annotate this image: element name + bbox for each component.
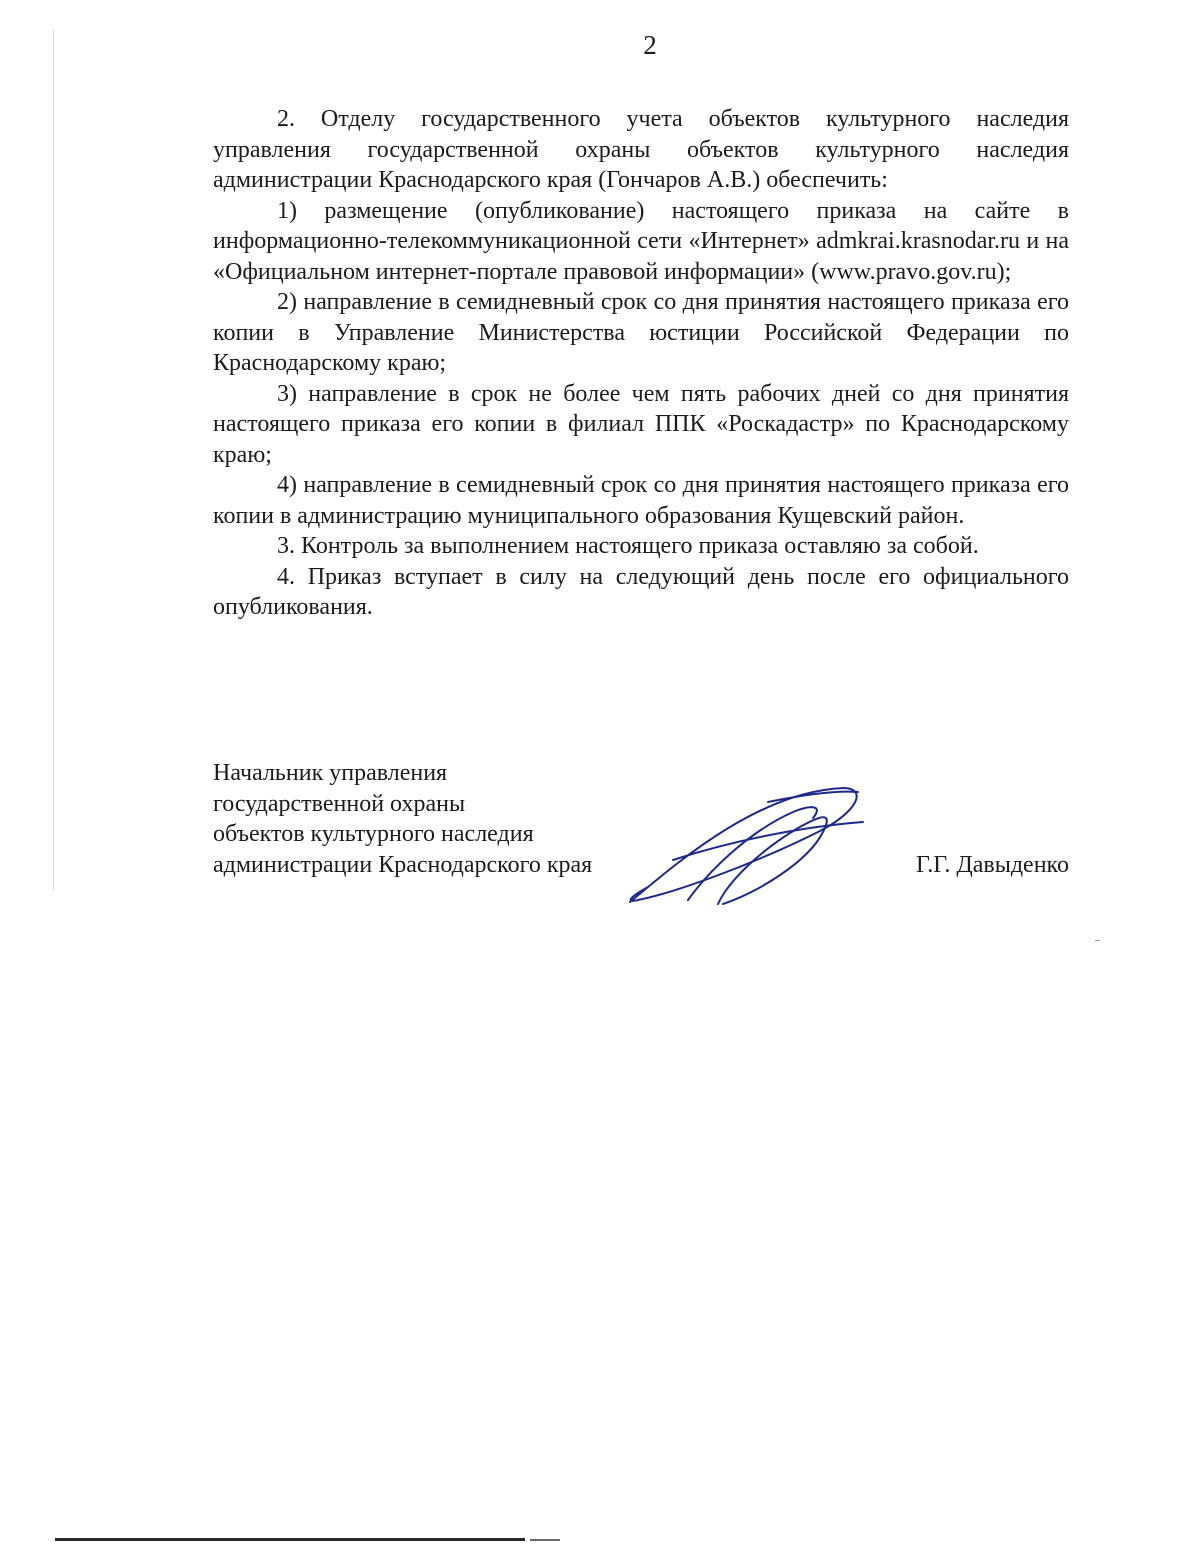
scan-edge-bottom <box>55 1538 525 1541</box>
paragraph-item-3: 3. Контроль за выполнением настоящего приказа оставляю за собой. <box>277 533 979 559</box>
paragraph-item-2: 2. Отделу государственного учета объектов культурного наследия управления государственной охраны объектов культурного наследия администрации Краснодарского края (Гончаров А.В.) обеспечить: <box>213 106 1069 193</box>
signer-position-line: администрации Краснодарского края <box>213 851 593 878</box>
scan-edge-bottom-fragment <box>530 1539 560 1541</box>
signer-name: Г.Г. Давыденко <box>916 851 1069 878</box>
paragraph-subitem-1: 1) размещение (опубликование) настоящего приказа на сайте в информационно-телекоммуникационной сети «Интернет» admkrai.krasnodar.ru и на «Официальном интернет-портале правовой информации» (www.pravo.gov.ru); <box>213 197 1069 285</box>
signer-position-line: объектов культурного наследия <box>213 821 534 847</box>
scan-speck <box>1095 940 1100 941</box>
signer-position-line: государственной охраны <box>213 790 466 817</box>
page-number: 2 <box>643 30 657 60</box>
paragraph-subitem-2: 2) направление в семидневный срок со дня принятия настоящего приказа его копии в Управление Министерства юстиции Российской Федерации по Краснодарскому краю; <box>213 289 1069 376</box>
signature-block <box>213 758 1069 918</box>
paragraph-subitem-3: 3) направление в срок не более чем пять рабочих дней со дня принятия настоящего приказа его копии в филиал ППК «Роскадастр» по Краснодарскому краю; <box>213 380 1069 468</box>
handwritten-signature <box>618 772 868 912</box>
paragraph-subitem-4: 4) направление в семидневный срок со дня принятия настоящего приказа его копии в администрацию муниципального образования Кущевский район. <box>213 472 1069 529</box>
scan-edge-left <box>53 30 54 890</box>
signer-position <box>213 758 592 880</box>
signer-position-line: Начальник управления <box>213 760 448 786</box>
document-body <box>213 104 1069 623</box>
paragraph-item-4: 4. Приказ вступает в силу на следующий день после его официального опубликования. <box>213 563 1069 620</box>
